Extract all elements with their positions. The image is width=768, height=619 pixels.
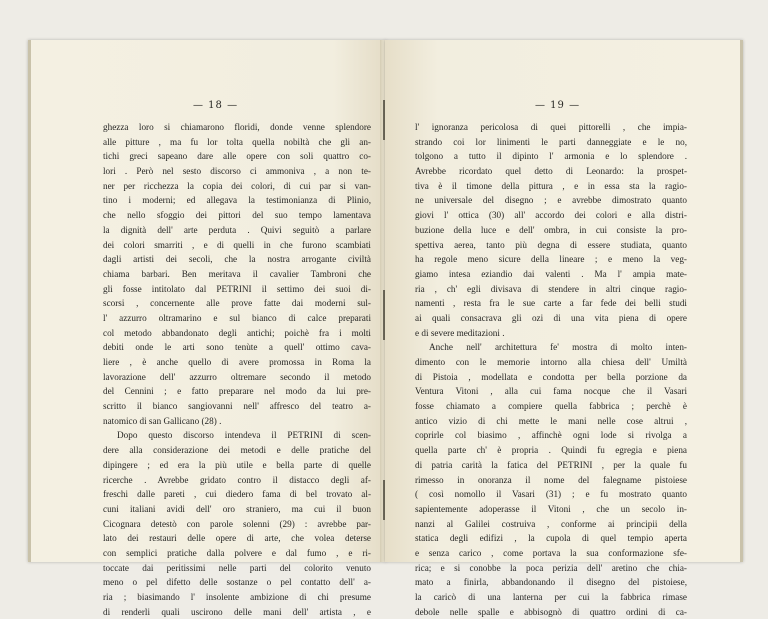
text-line: gli fosse intitolato dal PETRINI il settimo dei suoi di- (103, 283, 371, 294)
text-line: nanzi al Galilei costruiva , conforme ai principii della (415, 518, 687, 529)
text-line: liere , è anche quello di avere promossa in Roma la (103, 357, 371, 367)
text-line: tolgono a tutto il dipinto l' armonia e lo splendore . (415, 151, 687, 162)
text-line: antico vizio di chi mette le mani nelle cose altrui , (415, 415, 687, 426)
text-line: dagli artisti dei secoli, che la nostra arrogante civiltà (103, 254, 371, 265)
text-line: chiama barbari. Ben meritava il cavalier Tambroni che (103, 268, 371, 279)
text-line: dimento con le memorie intorno alla chiesa dell' Umiltà (415, 357, 687, 367)
text-line: ( così nomollo il Vasari (31) ; e fu mostrato quanto (415, 489, 687, 500)
text-line: meno o pel difetto delle sostanze o pel contatto dell' a- (103, 577, 371, 588)
text-line: giamo intesa eziandio dai valenti . Ma l' ampia mate- (415, 268, 687, 279)
text-line: ha regole meno sicure della lineare ; e meno la veg- (415, 254, 687, 265)
text-line: tiva è il timone della pittura , e in essa sta la ragio- (415, 180, 687, 191)
text-line: e di severe meditazioni . (415, 327, 505, 338)
text-line: toccate dai peritissimi nelle parti del colorito venuto (103, 562, 371, 573)
text-line: lori . Però nel sesto discorso ci ammoniva , a non te- (103, 166, 371, 177)
text-line: buzione della luce e dell' ombra, in cui consiste la pro- (415, 224, 687, 235)
page-number-right: — 19 — (535, 100, 581, 111)
text-line: del Cennini ; e fatto preparare nel modo da lui pre- (103, 386, 371, 397)
text-line: ria , ch' egli divisava di stendere in altri cinque ragio- (415, 283, 687, 294)
text-line: namenti , resta fra le sue carte a far fede dei belli studi (415, 298, 687, 309)
text-line: Cicognara detestò con parole solenni (29) : avrebbe par- (103, 518, 371, 529)
text-line: la dignità dell' arte perduta . Quivi seguitò a parlare (103, 224, 371, 235)
text-line: con semplici pratiche dalla polvere e dal fumo , e ri- (103, 547, 371, 558)
text-line: l' ignoranza pericolosa di quei pittorelli , che impia- (415, 122, 687, 132)
right-page-text (415, 120, 687, 619)
left-page-text (103, 120, 371, 619)
text-line: ria ; biasimando l' insolente ambizione di chi presume (103, 592, 371, 602)
right-page (385, 40, 743, 617)
text-line: sapientemente adoperasse il Vitoni , che un secolo in- (415, 503, 687, 514)
text-line: strando coi lor linimenti le parti danneggiate e le no, (415, 136, 687, 147)
text-line: scorsi , concernente alle prove fatte dai moderni sul- (103, 298, 371, 309)
text-line: alle pitture , ma fu lor tolta quella nobiltà che gli an- (103, 136, 371, 147)
text-line: col metodo abbandonato degli antichi; poichè fra i molti (103, 327, 371, 338)
text-line: scritto il bianco sangiovanni nell' affresco del teatro a- (103, 401, 371, 412)
left-page (28, 40, 386, 617)
text-line: lavorazione dell' azzurro oltremare secondo il metodo (103, 371, 371, 382)
text-line: rimesso in onoranza il nome del falegname pistoiese (415, 474, 687, 485)
open-book (28, 40, 740, 617)
text-line: coprirle col biasimo , affinchè ogni lode si rivolga a (415, 430, 687, 441)
text-line: debole nelle spalle e abbisognò di quattro ordini di ca- (415, 606, 687, 617)
text-line: dipingere ; ed era la più utile e bella parte di quelle (103, 459, 371, 470)
text-line: e senza carico , come portava la sua conformazione sfe- (415, 547, 687, 558)
text-line: Ventura Vitoni , alla cui fama nocque che il Vasari (415, 386, 687, 397)
text-line: dere alla considerazione dei metodi e delle pratiche del (103, 445, 371, 456)
text-line: cuni italiani avidi dell' oro straniero, ma cui il buon (103, 503, 371, 514)
text-line: mato a finirla, abbandonando il disegno del pistoiese, (415, 577, 687, 588)
text-line: Dopo questo discorso intendeva il PETRINI di scen- (117, 430, 371, 441)
text-line: Avrebbe ricordato quel detto di Leonardo: la prospet- (415, 166, 687, 177)
text-line: ai quali consacrava gli ozi di una vita piena di opere (415, 312, 687, 323)
text-line: ner per ricchezza la copia dei colori, di cui par si van- (103, 180, 371, 191)
text-line: l' azzurro oltramarino e sul bianco di calce preparati (103, 312, 371, 323)
text-line: dei colori smarriti , e di quelli in che furono scambiati (103, 239, 371, 250)
text-line: la caricò di una lanterna per cui la fabbrica rimase (415, 592, 687, 602)
text-line: Anche nell' architettura fe' mostra di molto inten- (429, 342, 687, 353)
text-line: tichi greci sapeano dare alle opere con soli quattro co- (103, 151, 371, 162)
text-line: di Pistoia , modellata e condotta per bella porzione da (415, 371, 687, 382)
text-line: lato dei restauri delle opere di arte, che volea deterse (103, 533, 371, 544)
text-line: di patria carità la fatica del PETRINI , per la quale fu (415, 459, 687, 470)
text-line: fosse chiamato a compiere quella fabbrica ; perchè è (415, 401, 687, 412)
text-line: tino i moderni; ed allegava la testimonianza di Plinio, (103, 195, 371, 206)
page-number-left: — 18 — (193, 100, 239, 111)
text-line: rica; e si conobbe la poca perizia dell' aretino che chia- (415, 562, 687, 573)
text-line: giovi l' ottica (30) all' accordo dei colori e alla distri- (415, 210, 687, 221)
text-line: che nello sfoggio dei pittori del suo tempo lamentava (103, 210, 371, 221)
text-line: debiti onde le arti sono tenùte a quell' ottimo cava- (103, 342, 371, 353)
text-line: ne universale del disegno ; e avrebbe dimostrato quanto (415, 195, 687, 206)
text-line: spettiva aerea, tanto più degna di essere studiata, quanto (415, 239, 687, 250)
text-line: di renderli quali uscirono delle mani dell' artista , e (103, 606, 371, 617)
text-line: statica degli edifizi , la cupola di quel tempio aperta (415, 533, 687, 544)
text-line: ghezza loro si chiamarono floridi, donde venne splendore (103, 122, 371, 132)
text-line: freschi dalle pareti , cui diedero fama di bel trovato al- (103, 489, 371, 500)
text-line: natomico di san Gallicano (28) . (103, 415, 222, 426)
text-line: ricerche . Avrebbe gridato contro il distacco degli af- (103, 474, 371, 485)
text-line: quella parte ch' è propria . Quindi fu egregia e piena (415, 445, 687, 456)
